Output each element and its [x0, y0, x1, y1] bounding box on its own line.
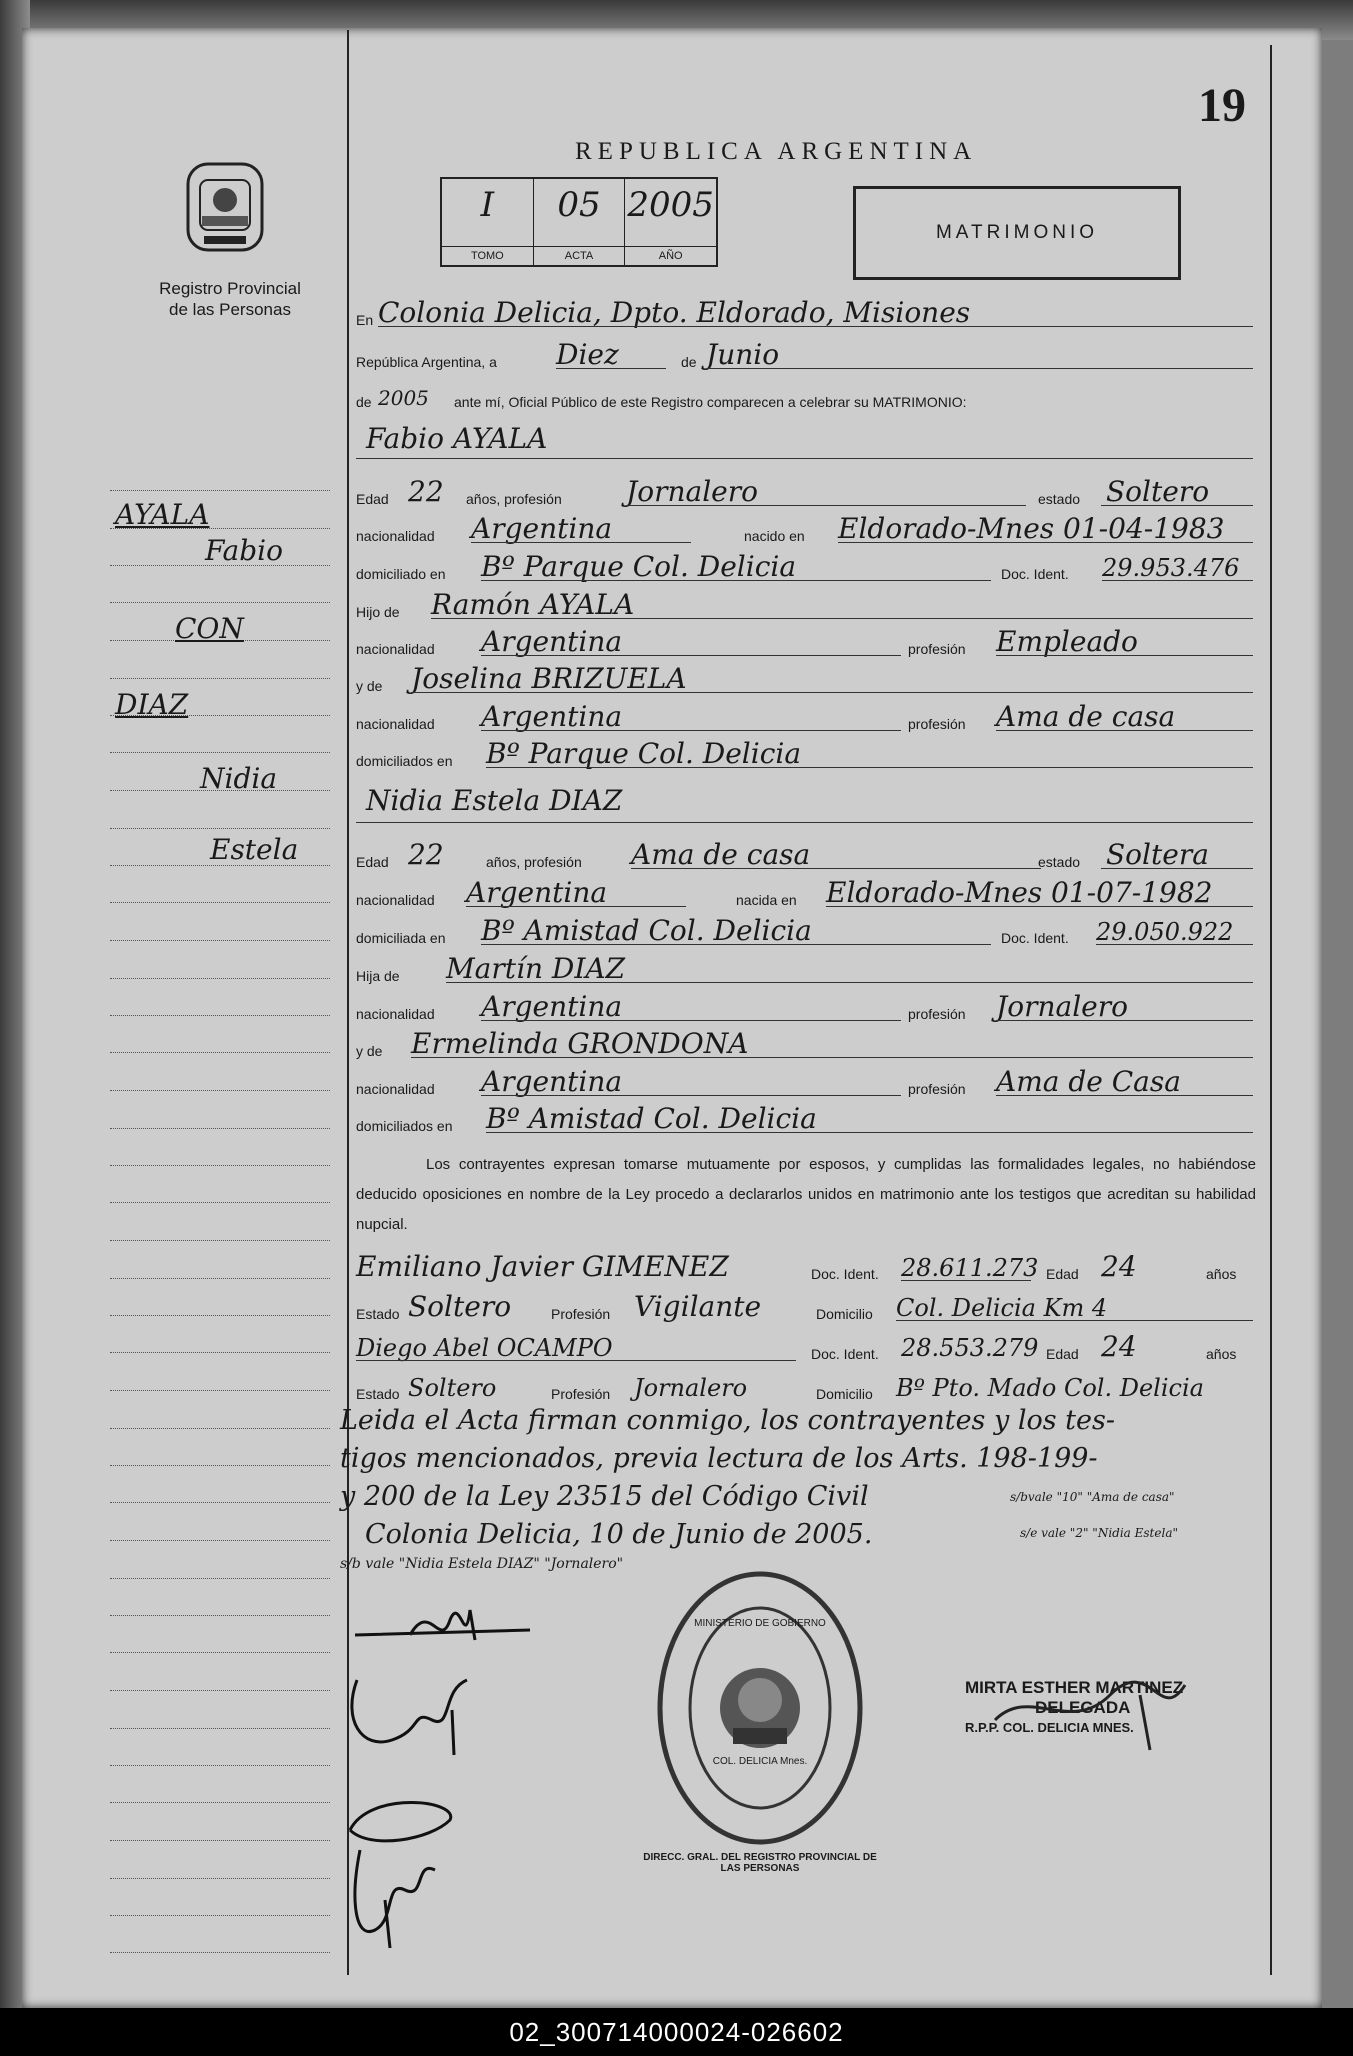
bride-name-row: [356, 780, 1256, 816]
groom-domicile: Bº Parque Col. Delicia: [481, 550, 797, 583]
margin-line: [110, 940, 330, 941]
field-line: [481, 730, 901, 731]
bride-mother-profession: Ama de Casa: [996, 1065, 1181, 1098]
profesion-label: profesión: [908, 1006, 966, 1022]
margin-line: [110, 1465, 330, 1466]
doc-label: Doc. Ident.: [811, 1266, 879, 1282]
groom-signature: [350, 1590, 550, 1660]
witness-2-age: 24: [1101, 1330, 1137, 1363]
correction-note: s/b vale "Nidia Estela DIAZ" "Jornalero": [340, 1556, 624, 1572]
field-line: [631, 868, 1041, 869]
bride-birth: Eldorado-Mnes 01-07-1982: [826, 876, 1213, 909]
domiciliados-label: domiciliados en: [356, 753, 453, 769]
delegate-name: MIRTA ESTHER MARTINEZ: [965, 1678, 1184, 1697]
bride-estado: Soltera: [1106, 838, 1209, 871]
field-line: [481, 1095, 901, 1096]
bride-mother: Ermelinda GRONDONA: [411, 1027, 749, 1060]
groom-age-row: [356, 475, 1256, 511]
hija-label: Hija de: [356, 968, 400, 984]
correction-note: s/e vale "2" "Nidia Estela": [1020, 1526, 1178, 1540]
estado-label: Estado: [356, 1306, 400, 1322]
margin-line: [110, 1615, 330, 1616]
margin-note: Fabio: [205, 534, 283, 567]
groom-father-profession: Empleado: [996, 625, 1138, 658]
field-line: [356, 458, 1253, 459]
republica-label: República Argentina, a: [356, 354, 497, 370]
witness-2-details-row: [356, 1370, 1256, 1406]
bride-nationality-row: [356, 876, 1256, 912]
doc-label: Doc. Ident.: [1001, 566, 1069, 582]
groom-mother-nationality: Argentina: [481, 700, 623, 733]
year-value: 2005: [378, 386, 429, 410]
margin-line: [110, 1090, 330, 1091]
margin-line: [110, 1240, 330, 1241]
margin-line: [110, 1578, 330, 1579]
document-title: REPUBLICA ARGENTINA: [575, 138, 978, 165]
correction-note: s/bvale "10" "Ama de casa": [1010, 1490, 1175, 1504]
edad-label: Edad: [356, 491, 389, 507]
bride-father: Martín DIAZ: [446, 952, 626, 985]
witness-1-age: 24: [1101, 1250, 1137, 1283]
margin-line: [110, 1128, 330, 1129]
field-line: [1102, 580, 1253, 581]
nacionalidad-label: nacionalidad: [356, 892, 435, 908]
yde-label: y de: [356, 1043, 383, 1059]
witness-1-profession: Vigilante: [634, 1290, 762, 1323]
field-line: [481, 580, 991, 581]
domiciliados-label: domiciliados en: [356, 1118, 453, 1134]
margin-note: CON: [175, 612, 244, 645]
margin-line: [110, 828, 330, 829]
anos-profesion-label: años, profesión: [466, 491, 562, 507]
margin-note: DIAZ: [115, 688, 189, 721]
profesion-label: Profesión: [551, 1306, 611, 1322]
field-line: [556, 368, 666, 369]
bride-parents-domicile: Bº Amistad Col. Delicia: [486, 1102, 817, 1135]
witness-1-estado: Soltero: [408, 1290, 512, 1323]
domiciliada-label: domiciliada en: [356, 930, 446, 946]
groom-mother: Joselina BRIZUELA: [411, 662, 687, 695]
tomo-cell: [442, 179, 534, 265]
bride-mother-nat-row: [356, 1065, 1256, 1101]
tomo-value: I: [480, 185, 495, 225]
field-line: [481, 655, 901, 656]
margin-line: [110, 1915, 330, 1916]
hijo-label: Hijo de: [356, 604, 400, 620]
declaration-paragraph: Los contrayentes expresan tomarse mutuamente por esposos, y cumplidas las formalidades legales, no habiéndose deducido oposiciones en nombre de la Ley procedo a declararlos unidos en matrimonio ante los testigos que acreditan su habilidad nupcial.: [356, 1156, 1256, 1233]
nacionalidad-label: nacionalidad: [356, 528, 435, 544]
field-line: [896, 1320, 1253, 1321]
stamp-ring-text: DIRECC. GRAL. DEL REGISTRO PROVINCIAL DE LAS PERSONAS: [643, 1852, 877, 1874]
groom-estado: Soltero: [1106, 475, 1210, 508]
anos-profesion-label: años, profesión: [486, 854, 582, 870]
anio-value: 2005: [627, 185, 714, 225]
page-number: 19: [1198, 79, 1246, 132]
field-line: [996, 655, 1253, 656]
field-line: [411, 1057, 1253, 1058]
doc-label: Doc. Ident.: [811, 1346, 879, 1362]
domicilio-label: Domicilio: [816, 1306, 873, 1322]
witness-2-row: [356, 1330, 1256, 1366]
scan-id-footer: 02_300714000024-026602: [0, 2008, 1353, 2056]
bride-domicile: Bº Amistad Col. Delicia: [481, 914, 812, 947]
estado-label: estado: [1038, 491, 1081, 507]
field-line: [996, 730, 1253, 731]
margin-line: [110, 1502, 330, 1503]
margin-line: [110, 978, 330, 979]
margin-line: [110, 1652, 330, 1653]
provincial-seal-icon: [180, 158, 270, 258]
margin-line: [110, 490, 330, 491]
field-line: [411, 692, 1253, 693]
groom-parents-domicile: Bº Parque Col. Delicia: [486, 737, 802, 770]
margin-note: Nidia: [200, 762, 278, 795]
nacido-label: nacido en: [744, 528, 805, 544]
groom-father-nationality: Argentina: [481, 625, 623, 658]
margin-line: [110, 602, 330, 603]
bride-father-profession: Jornalero: [996, 990, 1128, 1023]
margin-line: [110, 1540, 330, 1541]
margin-line: [110, 1165, 330, 1166]
anio-label: AÑO: [625, 246, 716, 265]
groom-domicile-row: [356, 550, 1256, 586]
margin-line: [110, 1052, 330, 1053]
anio-cell: [625, 179, 716, 265]
margin-line: [110, 1802, 330, 1803]
field-line: [471, 542, 691, 543]
groom-age: 22: [408, 475, 444, 508]
intro-text-row: [356, 378, 1256, 414]
groom-nationality-row: [356, 512, 1256, 548]
closing-line-1: Leida el Acta firman conmigo, los contrayentes y los tes-: [340, 1405, 1115, 1436]
acta-label: ACTA: [534, 246, 625, 265]
yde-label: y de: [356, 678, 383, 694]
stamp-inner-bottom: COL. DELICIA Mnes.: [712, 1756, 808, 1767]
groom-doc: 29.953.476: [1102, 554, 1240, 582]
field-line: [486, 1132, 1253, 1133]
act-type-box: MATRIMONIO: [853, 186, 1181, 280]
bride-name: Nidia Estela DIAZ: [366, 784, 623, 817]
en-label: En: [356, 312, 374, 328]
bride-father-row: [356, 952, 1256, 988]
groom-mother-profession: Ama de casa: [996, 700, 1176, 733]
witness-1-doc: 28.611.273: [901, 1254, 1039, 1282]
margin-line: [110, 1690, 330, 1691]
field-line: [431, 618, 1253, 619]
profesion-label: profesión: [908, 641, 966, 657]
margin-line: [110, 1202, 330, 1203]
anos-label: años: [1206, 1266, 1237, 1282]
profesion-label: profesión: [908, 716, 966, 732]
margin-line: [110, 1315, 330, 1316]
field-line: [1101, 505, 1253, 506]
witness-2-signature: [345, 1840, 445, 1950]
profesion-label: Profesión: [551, 1386, 611, 1402]
field-line: [996, 1020, 1253, 1021]
groom-birth: Eldorado-Mnes 01-04-1983: [838, 512, 1225, 545]
estado-label: estado: [1038, 854, 1081, 870]
groom-name: Fabio AYALA: [366, 422, 548, 455]
intro-place-row: [356, 296, 1256, 332]
groom-nationality: Argentina: [471, 512, 613, 545]
month-value: Junio: [706, 338, 780, 371]
groom-father-nat-row: [356, 625, 1256, 661]
nacionalidad-label: nacionalidad: [356, 1081, 435, 1097]
margin-note: Estela: [210, 833, 299, 866]
margin-line: [110, 1840, 330, 1841]
official-stamp-icon: [655, 1568, 865, 1848]
field-line: [826, 906, 1253, 907]
field-line: [706, 368, 1253, 369]
registry-name: [135, 278, 325, 320]
margin-line: [110, 1428, 330, 1429]
closing-line-4: Colonia Delicia, 10 de Junio de 2005.: [365, 1519, 873, 1550]
margin-line: [110, 1278, 330, 1279]
witness-2-doc: 28.553.279: [901, 1334, 1039, 1362]
field-line: [356, 1360, 796, 1361]
nacionalidad-label: nacionalidad: [356, 716, 435, 732]
tomo-label: TOMO: [442, 246, 533, 265]
anos-label: años: [1206, 1346, 1237, 1362]
bride-profession: Ama de casa: [631, 838, 811, 871]
witness-2-profession: Jornalero: [634, 1374, 748, 1402]
margin-line: [110, 678, 330, 679]
margin-line: [110, 1878, 330, 1879]
nacida-label: nacida en: [736, 892, 797, 908]
field-line: [486, 767, 1253, 768]
day-value: Diez: [556, 338, 619, 371]
witness-2-name: Diego Abel OCAMPO: [356, 1334, 613, 1362]
field-line: [626, 505, 1026, 506]
margin-line: [110, 902, 330, 903]
groom-mother-row: [356, 662, 1256, 698]
bride-signature: [342, 1670, 482, 1760]
edad-label: Edad: [1046, 1266, 1079, 1282]
registry-line-1: Registro Provincial: [159, 279, 301, 298]
profesion-label: profesión: [908, 1081, 966, 1097]
bride-mother-row: [356, 1027, 1256, 1063]
field-line: [481, 944, 991, 945]
intro-text: ante mí, Oficial Público de este Registro comparecen a celebrar su MATRIMONIO:: [454, 394, 967, 410]
margin-line: [110, 1015, 330, 1016]
de-label: de: [681, 354, 697, 370]
acta-value: 05: [557, 185, 601, 225]
nacionalidad-label: nacionalidad: [356, 1006, 435, 1022]
bride-father-nationality: Argentina: [481, 990, 623, 1023]
field-line: [901, 1280, 1031, 1281]
bride-domicile-row: [356, 914, 1256, 950]
edad-label: Edad: [356, 854, 389, 870]
field-line: [1101, 868, 1253, 869]
groom-name-row: [356, 418, 1256, 454]
witness-2-domicile: Bº Pto. Mado Col. Delicia: [896, 1374, 1204, 1402]
closing-line-2: tigos mencionados, previa lectura de los Arts. 198-199-: [340, 1443, 1098, 1474]
margin-line: [110, 1390, 330, 1391]
bride-nationality: Argentina: [466, 876, 608, 909]
edad-label: Edad: [1046, 1346, 1079, 1362]
stamp-inner-top: MINISTERIO DE GOBIERNO: [694, 1618, 826, 1629]
groom-father-row: [356, 588, 1256, 624]
margin-line: [110, 1728, 330, 1729]
right-rule: [1270, 45, 1272, 1975]
field-line: [996, 1095, 1253, 1096]
field-line: [481, 1020, 901, 1021]
field-line: [446, 982, 1253, 983]
groom-father: Ramón AYALA: [431, 588, 635, 621]
bride-doc: 29.050.922: [1096, 918, 1234, 946]
domicilio-label: Domicilio: [816, 1386, 873, 1402]
field-line: [1096, 944, 1253, 945]
bride-parents-dom-row: [356, 1102, 1256, 1138]
witness-1-name: Emiliano Javier GIMENEZ: [356, 1250, 729, 1283]
delegate-office: R.P.P. COL. DELICIA MNES.: [965, 1720, 1134, 1735]
registry-line-2: de las Personas: [169, 300, 291, 319]
domiciliado-label: domiciliado en: [356, 566, 446, 582]
witness-1-row: [356, 1250, 1256, 1286]
closing-line-3: y 200 de la Ley 23515 del Código Civil: [340, 1481, 869, 1512]
margin-note: AYALA: [115, 498, 210, 531]
bride-age-row: [356, 838, 1256, 874]
groom-mother-nat-row: [356, 700, 1256, 736]
bride-age: 22: [408, 838, 444, 871]
acta-cell: [534, 179, 626, 265]
field-line: [466, 906, 686, 907]
year-prefix: de: [356, 394, 372, 410]
groom-parents-dom-row: [356, 737, 1256, 773]
bride-mother-nationality: Argentina: [481, 1065, 623, 1098]
groom-profession: Jornalero: [626, 475, 758, 508]
margin-line: [110, 1952, 330, 1953]
margin-line: [110, 1352, 330, 1353]
delegate-signature: [990, 1665, 1190, 1755]
witness-2-estado: Soltero: [408, 1374, 497, 1402]
field-line: [838, 542, 1253, 543]
intro-date-row: [356, 338, 1256, 374]
bride-father-nat-row: [356, 990, 1256, 1026]
field-line: [356, 822, 1253, 823]
witness-1-domicile: Col. Delicia Km 4: [896, 1294, 1108, 1322]
estado-label: Estado: [356, 1386, 400, 1402]
witness-1-details-row: [356, 1290, 1256, 1326]
book-reference-box: [440, 177, 718, 267]
nacionalidad-label: nacionalidad: [356, 641, 435, 657]
field-line: [378, 326, 1253, 327]
place-value: Colonia Delicia, Dpto. Eldorado, Misiones: [378, 296, 971, 329]
margin-line: [110, 1765, 330, 1766]
doc-label: Doc. Ident.: [1001, 930, 1069, 946]
margin-line: [110, 752, 330, 753]
delegate-role: DELEGADA: [1035, 1698, 1131, 1717]
